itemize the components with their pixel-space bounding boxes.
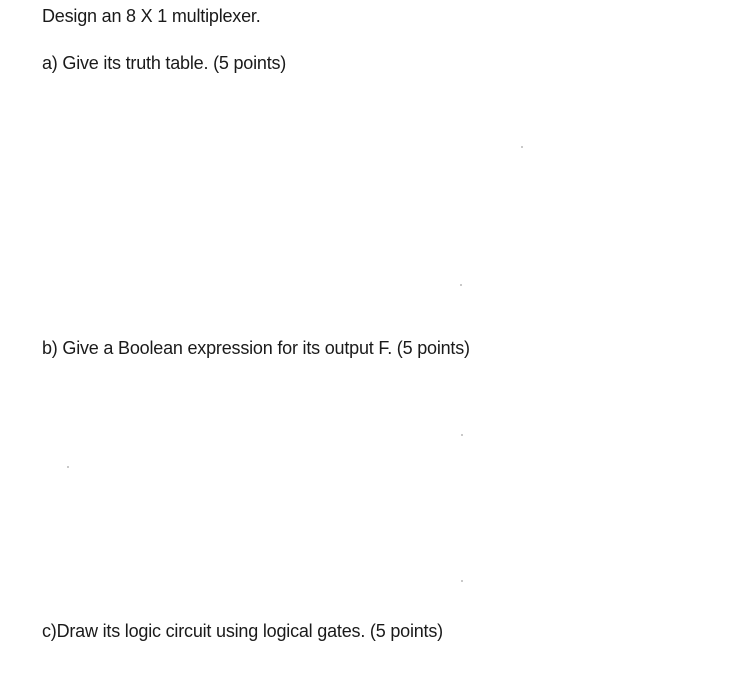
scan-speck <box>461 434 463 436</box>
question-b: b) Give a Boolean expression for its output F. (5 points) <box>42 338 470 358</box>
question-c: c)Draw its logic circuit using logical gates. (5 points) <box>42 621 443 641</box>
question-a: a) Give its truth table. (5 points) <box>42 53 287 73</box>
scan-speck <box>461 580 463 582</box>
scan-speck <box>521 146 523 148</box>
scan-speck <box>460 284 462 286</box>
scan-speck <box>67 466 69 468</box>
problem-title: Design an 8 X 1 multiplexer. <box>42 6 261 26</box>
